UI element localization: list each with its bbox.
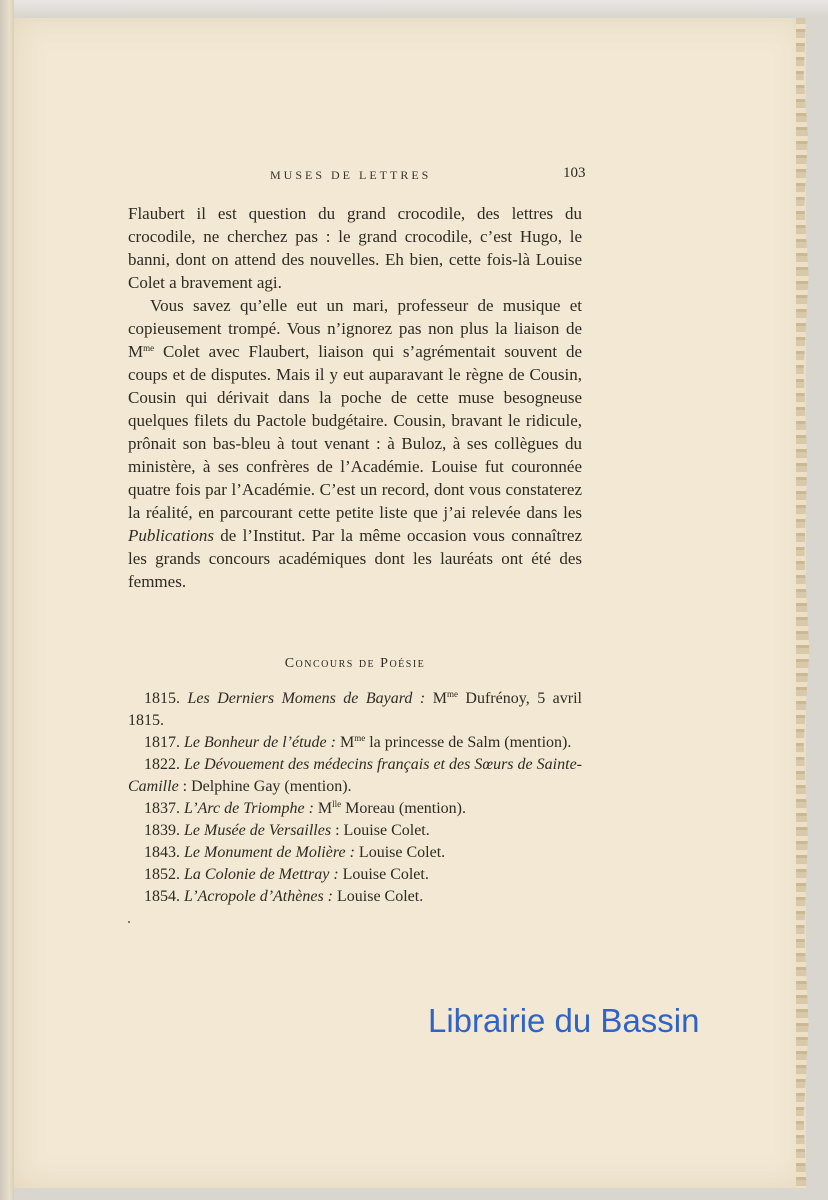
entry-title: Les Derniers Momens de Bayard : xyxy=(187,690,426,707)
entry-laureate: Louise Colet. xyxy=(333,888,424,905)
award-list xyxy=(128,688,582,908)
entry-laureate: Louise Colet. xyxy=(354,844,446,861)
entry-year: 1817. xyxy=(144,734,180,751)
entry-rest: Moreau (mention). xyxy=(341,800,467,817)
list-item xyxy=(128,842,582,864)
entry-year: 1843. xyxy=(144,844,180,861)
backdrop xyxy=(0,0,828,18)
list-item xyxy=(128,688,582,732)
body-text xyxy=(128,202,582,593)
paragraph-2-superscript: me xyxy=(143,343,155,353)
deckle-page-edge xyxy=(796,18,810,1188)
entry-laureate: : Delphine Gay (mention). xyxy=(178,778,352,795)
entry-title: La Colonie de Mettray : xyxy=(184,866,339,883)
entry-rest: Dufrénoy, 5 avril 1815. xyxy=(128,690,583,729)
entry-title: L’Acropole d’Athènes : xyxy=(184,888,333,905)
paragraph-2-part-c: de l’Institut. Par la même occasion vous connaîtrez les grands concours académiques dont les lauréats ont été des femmes. xyxy=(128,526,582,591)
entry-title: Le Dévouement des médecins français et des Sœurs de Sainte-Camille xyxy=(128,756,582,795)
section-heading: Concours de Poésie xyxy=(284,656,426,671)
entry-year: 1837. xyxy=(144,800,180,817)
entry-laureate: M xyxy=(425,690,447,707)
list-item xyxy=(128,864,582,886)
ink-speck xyxy=(128,921,130,923)
entry-superscript: me xyxy=(354,733,366,743)
entry-rest: la princesse de Salm (mention). xyxy=(365,734,572,751)
list-item xyxy=(128,886,582,908)
entry-laureate: M xyxy=(313,800,333,817)
entry-superscript: lle xyxy=(332,799,342,809)
entry-laureate: Louise Colet. xyxy=(338,866,429,883)
list-item xyxy=(128,754,582,798)
entry-year: 1815. xyxy=(144,690,180,707)
list-item xyxy=(128,798,582,820)
entry-year: 1852. xyxy=(144,866,180,883)
list-item xyxy=(128,820,582,842)
paragraph-2-italic-title: Publications xyxy=(128,526,214,545)
book-spine-edge xyxy=(0,0,14,1200)
watermark: Librairie du Bassin xyxy=(428,1002,700,1039)
entry-year: 1822. xyxy=(144,756,180,773)
entry-superscript: me xyxy=(446,689,458,699)
entry-title: Le Monument de Molière : xyxy=(184,844,355,861)
paragraph-2 xyxy=(128,294,582,593)
page-number: 103 xyxy=(563,165,586,181)
entry-year: 1854. xyxy=(144,888,180,905)
entry-laureate: : Louise Colet. xyxy=(331,822,430,839)
running-head: MUSES DE LETTRES xyxy=(270,168,432,182)
entry-title: Le Bonheur de l’étude : xyxy=(184,734,336,751)
paragraph-1: Flaubert il est question du grand crocodile, des lettres du crocodile, ne cherchez pas : le grand crocodile, c’est Hugo, le banni, dont on attend des nouvelles. Eh bien, cette fois-là Louise Colet a bravement agi. xyxy=(128,204,582,292)
entry-laureate: M xyxy=(335,734,355,751)
paragraph-2-part-b: Colet avec Flaubert, liaison qui s’agrémentait souvent de coups et de disputes. Mais il y eut auparavant le règne de Cousin, Cousin qui dérivait dans la poche de cette muse besogneuse quelques filets du Pactole budgétaire. Cousin, bravant le ridicule, prônait son bas-bleu à tout venant : à Buloz, à ses collègues du ministère, à ses confrères de l’Académie. Louise fut couronnée quatre fois par l’Académie. C’est un record, dont vous constaterez la réalité, en parcourant cette petite liste que j’ai relevée dans les xyxy=(128,342,582,522)
paragraph-2-part-a: Vous savez qu’elle eut un mari, professeur de musique et copieusement trompé. Vous n’ignorez pas non plus la liaison de M xyxy=(128,296,582,361)
entry-year: 1839. xyxy=(144,822,180,839)
list-item xyxy=(128,732,582,754)
entry-title: L’Arc de Triomphe : xyxy=(184,800,314,817)
entry-title: Le Musée de Versailles xyxy=(184,822,332,839)
